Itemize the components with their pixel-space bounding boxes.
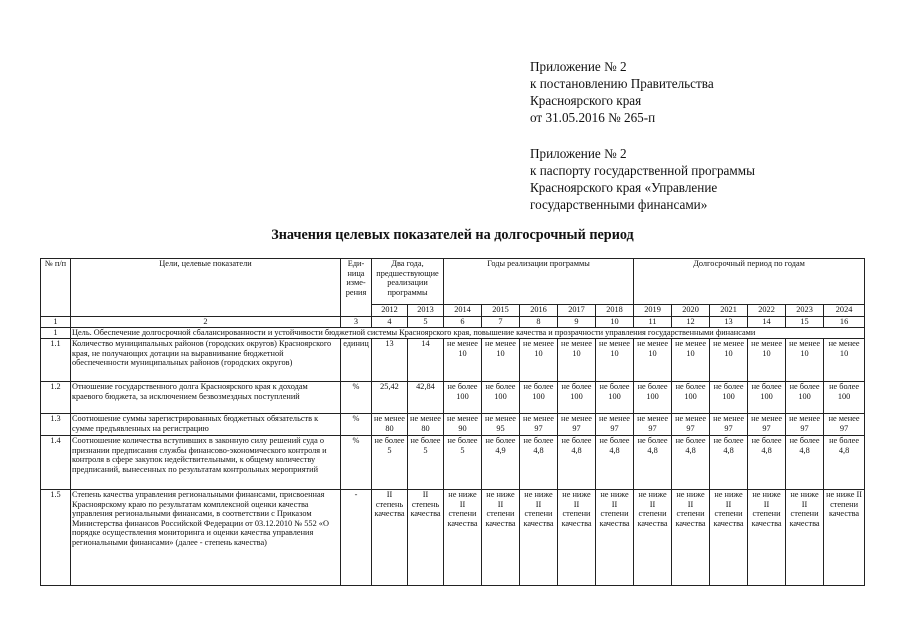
year-cell: 2017 [558, 305, 596, 317]
value-cell: не более 4,8 [558, 436, 596, 490]
value-cell: не менее 97 [520, 414, 558, 436]
value-cell: не более 4,8 [634, 436, 672, 490]
appendix-line: государственными финансами» [530, 197, 708, 212]
row-num: 1.3 [41, 414, 71, 436]
header-unit: Еди- ница изме- рения [341, 259, 372, 317]
value-cell: не менее 10 [634, 339, 672, 382]
year-cell: 2021 [710, 305, 748, 317]
indicator-text: Отношение государственного долга Красноярского края к доходам краевого бюджета, за исключением безвозмездных поступлений [71, 382, 341, 414]
value-cell: не менее 10 [786, 339, 824, 382]
year-cell: 2014 [444, 305, 482, 317]
column-number: 10 [596, 317, 634, 328]
year-cell: 2018 [596, 305, 634, 317]
value-cell: не ниже II степени качества [672, 490, 710, 586]
appendix-line: к паспорту государственной программы [530, 163, 755, 178]
value-cell: не более 5 [408, 436, 444, 490]
value-cell: не более 4,9 [482, 436, 520, 490]
value-cell: не более 100 [558, 382, 596, 414]
table-row [41, 414, 865, 436]
value-cell: не менее 80 [408, 414, 444, 436]
indicator-text: Степень качества управления региональными финансами, присвоенная Красноярскому краю по результатам комплексной оценки качества управления региональными финансами, в соответствии с Приказом Министерства финансов Российской Федерации от 03.12.2010 № 552 «О порядке осуществления мониторинга и оценки качества управления региональными финансами» (далее - степень качества) [71, 490, 341, 586]
unit-cell: - [341, 490, 372, 586]
value-cell: не более 100 [672, 382, 710, 414]
value-cell: не ниже II степени качества [824, 490, 865, 586]
year-cell: 2024 [824, 305, 865, 317]
value-cell: не менее 80 [372, 414, 408, 436]
value-cell: не менее 10 [596, 339, 634, 382]
table-row [41, 339, 865, 382]
unit-cell: % [341, 414, 372, 436]
indicator-text: Количество муниципальных районов (городских округов) Красноярского края, не получающих дотации на выравнивание бюджетной обеспеченности муниципальных районов (городских округов) [71, 339, 341, 382]
column-number: 2 [71, 317, 341, 328]
value-cell: не более 100 [482, 382, 520, 414]
column-number: 1 [41, 317, 71, 328]
year-cell: 2020 [672, 305, 710, 317]
value-cell: не менее 97 [634, 414, 672, 436]
value-cell: не ниже II степени качества [520, 490, 558, 586]
value-cell: 25,42 [372, 382, 408, 414]
value-cell: не менее 97 [558, 414, 596, 436]
appendix-line: Красноярского края «Управление [530, 180, 718, 195]
value-cell: не более 100 [710, 382, 748, 414]
value-cell: не ниже II степени качества [444, 490, 482, 586]
header-program-years: Годы реализации программы [444, 259, 634, 305]
unit-cell: единиц [341, 339, 372, 382]
value-cell: II степень качества [372, 490, 408, 586]
value-cell: не более 4,8 [596, 436, 634, 490]
value-cell: не более 100 [444, 382, 482, 414]
value-cell: 13 [372, 339, 408, 382]
column-number: 9 [558, 317, 596, 328]
value-cell: не более 4,8 [824, 436, 865, 490]
header-goals: Цели, целевые показатели [71, 259, 341, 317]
row-num: 1.5 [41, 490, 71, 586]
value-cell: не менее 97 [748, 414, 786, 436]
appendix-line: Приложение № 2 [530, 59, 627, 74]
goal-row [41, 328, 865, 339]
table-row [41, 382, 865, 414]
column-number: 7 [482, 317, 520, 328]
year-cell: 2016 [520, 305, 558, 317]
value-cell: 14 [408, 339, 444, 382]
appendix-line: Красноярского края [530, 93, 642, 108]
appendix-resolution-block [530, 58, 714, 126]
appendix-passport-block [530, 145, 755, 213]
header-prev-years: Два года, предшествующие реализации программы [372, 259, 444, 305]
value-cell: не менее 97 [672, 414, 710, 436]
value-cell: не более 4,8 [748, 436, 786, 490]
column-number: 4 [372, 317, 408, 328]
row-num: 1 [41, 328, 71, 339]
value-cell: не ниже II степени качества [748, 490, 786, 586]
value-cell: не более 4,8 [520, 436, 558, 490]
value-cell: не менее 10 [444, 339, 482, 382]
value-cell: не более 4,8 [786, 436, 824, 490]
row-num: 1.4 [41, 436, 71, 490]
unit-cell: % [341, 436, 372, 490]
value-cell: не более 100 [596, 382, 634, 414]
value-cell: не менее 95 [482, 414, 520, 436]
value-cell: не более 100 [520, 382, 558, 414]
table-row [41, 490, 865, 586]
column-number: 14 [748, 317, 786, 328]
year-cell: 2015 [482, 305, 520, 317]
targets-table [40, 258, 865, 586]
value-cell: не ниже II степени качества [710, 490, 748, 586]
value-cell: не ниже II степени качества [596, 490, 634, 586]
value-cell: не более 100 [824, 382, 865, 414]
value-cell: не менее 10 [748, 339, 786, 382]
goal-text: Цель. Обеспечение долгосрочной сбалансированности и устойчивости бюджетной системы Красноярского края, повышение качества и прозрачности управления государственными финансами [71, 328, 865, 339]
value-cell: не менее 97 [786, 414, 824, 436]
column-number: 5 [408, 317, 444, 328]
column-number: 12 [672, 317, 710, 328]
column-number: 13 [710, 317, 748, 328]
value-cell: II степень качества [408, 490, 444, 586]
value-cell: не более 5 [372, 436, 408, 490]
appendix-line: к постановлению Правительства [530, 76, 714, 91]
header-long-term: Долгосрочный период по годам [634, 259, 865, 305]
column-number: 16 [824, 317, 865, 328]
value-cell: не более 5 [444, 436, 482, 490]
year-cell: 2012 [372, 305, 408, 317]
value-cell: не более 100 [786, 382, 824, 414]
value-cell: не более 100 [748, 382, 786, 414]
year-cell: 2022 [748, 305, 786, 317]
appendix-line: Приложение № 2 [530, 146, 627, 161]
column-number: 8 [520, 317, 558, 328]
value-cell: не более 4,8 [672, 436, 710, 490]
column-number: 15 [786, 317, 824, 328]
value-cell: не менее 10 [558, 339, 596, 382]
value-cell: не менее 97 [710, 414, 748, 436]
value-cell: не ниже II степени качества [786, 490, 824, 586]
column-number: 11 [634, 317, 672, 328]
column-number: 6 [444, 317, 482, 328]
year-cell: 2013 [408, 305, 444, 317]
year-cell: 2023 [786, 305, 824, 317]
value-cell: не более 100 [634, 382, 672, 414]
row-num: 1.1 [41, 339, 71, 382]
value-cell: не более 4,8 [710, 436, 748, 490]
value-cell: не менее 10 [482, 339, 520, 382]
value-cell: не менее 10 [824, 339, 865, 382]
value-cell: не менее 10 [520, 339, 558, 382]
value-cell: 42,84 [408, 382, 444, 414]
indicator-text: Соотношение суммы зарегистрированных бюджетных обязательств к сумме предъявленных на регистрацию [71, 414, 341, 436]
value-cell: не ниже II степени качества [482, 490, 520, 586]
value-cell: не менее 97 [596, 414, 634, 436]
unit-cell: % [341, 382, 372, 414]
column-number: 3 [341, 317, 372, 328]
value-cell: не менее 10 [672, 339, 710, 382]
document-title: Значения целевых показателей на долгосрочный период [271, 227, 634, 243]
indicator-text: Соотношение количества вступивших в законную силу решений суда о признании предписания службы финансово-экономического контроля и контроля в сфере закупок недействительными, к общему количеству предписаний, вынесенных по результатам контрольных мероприятий [71, 436, 341, 490]
value-cell: не ниже II степени качества [634, 490, 672, 586]
appendix-line: от 31.05.2016 № 265-п [530, 110, 656, 125]
header-num: № п/п [41, 259, 71, 317]
year-cell: 2019 [634, 305, 672, 317]
row-num: 1.2 [41, 382, 71, 414]
table-row [41, 436, 865, 490]
value-cell: не ниже II степени качества [558, 490, 596, 586]
value-cell: не менее 90 [444, 414, 482, 436]
value-cell: не менее 10 [710, 339, 748, 382]
value-cell: не менее 97 [824, 414, 865, 436]
